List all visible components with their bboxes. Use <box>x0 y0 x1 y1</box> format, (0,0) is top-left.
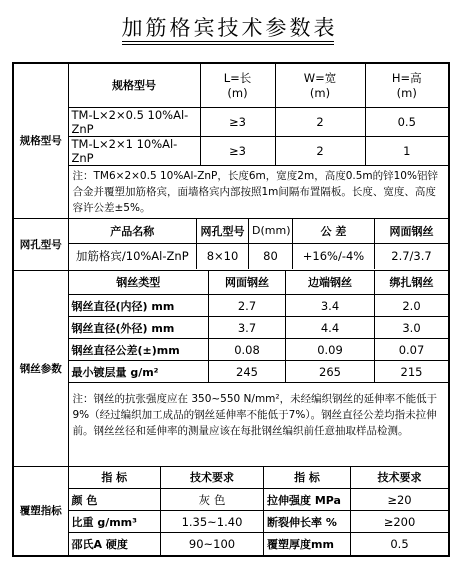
indicator-cell: 比重 g/mm³ <box>69 511 161 533</box>
wire-note: 注：钢丝的抗张强度应在 350~550 N/mm²，未经编织钢丝的延伸率不能低于9%（经过编织加工成品的钢丝延伸率不能低于7%）。钢丝直径公差均指未拉伸前。钢丝丝径和延伸率的测量应该在每批钢丝编织前任意抽取样品检测。 <box>69 383 449 447</box>
mesh-header: 网孔型号 <box>197 219 249 243</box>
wire-bind-cell: 0.07 <box>375 339 449 361</box>
l-header: L=长 (m) <box>200 63 275 107</box>
d-header: D(mm) <box>249 219 293 243</box>
product-cell: 加筋格宾/10%Al-ZnP <box>69 243 197 269</box>
mesh-table <box>69 219 449 269</box>
coating-table <box>69 467 449 555</box>
table-row <box>69 511 449 533</box>
w-cell: 2 <box>275 136 365 165</box>
indicator-cell: 覆塑厚度mm <box>264 533 351 555</box>
mesh-wire-header: 网面钢丝 <box>375 219 449 243</box>
table-row <box>69 317 449 339</box>
model-cell: TM-L×2×0.5 10%Al-ZnP <box>68 107 200 136</box>
table-row <box>69 339 449 361</box>
wire-section-label: 钢丝参数 <box>13 270 68 466</box>
wire-bind-cell: 2.0 <box>375 295 449 317</box>
h-cell: 0.5 <box>365 107 449 136</box>
spec-section-label: 规格型号 <box>13 63 68 218</box>
wire-label-cell: 最小镀层量 g/m² <box>69 361 209 383</box>
table-row <box>13 136 449 165</box>
coating-section-label: 覆塑指标 <box>13 466 68 556</box>
indicator-header-2: 指 标 <box>264 467 351 489</box>
wire-bind-cell: 215 <box>375 361 449 383</box>
title-underline <box>122 41 334 42</box>
table-row <box>69 533 449 555</box>
parameter-table <box>12 62 450 557</box>
wire-mesh-header: 网面钢丝 <box>209 271 286 295</box>
mesh-wire-cell: 2.7/3.7 <box>375 243 449 269</box>
wire-edge-cell: 265 <box>286 361 375 383</box>
spec-col-header: 规格型号 <box>68 63 200 107</box>
wire-bind-cell: 3.0 <box>375 317 449 339</box>
mesh-section-label: 网孔型号 <box>13 218 68 270</box>
requirement-cell: ≥20 <box>351 489 449 511</box>
w-header: W=宽 (m) <box>275 63 365 107</box>
wire-edge-cell: 0.09 <box>286 339 375 361</box>
requirement-header-2: 技术要求 <box>351 467 449 489</box>
indicator-cell: 邵氏A 硬度 <box>69 533 161 555</box>
l-cell: ≥3 <box>200 107 275 136</box>
wire-label-cell: 钢丝直径公差(±)mm <box>69 339 209 361</box>
wire-edge-cell: 3.4 <box>286 295 375 317</box>
wire-label-cell: 钢丝直径(内径) mm <box>69 295 209 317</box>
indicator-header-1: 指 标 <box>69 467 161 489</box>
wire-type-header: 钢丝类型 <box>69 271 209 295</box>
h-header: H=高 (m) <box>365 63 449 107</box>
spec-note: 注：TM6×2×0.5 10%Al-ZnP，长度6m，宽度2m，高度0.5m的锌10%铝锌合金并覆塑加筋格宾，面墙格宾内部按照1m间隔布置隔板。长度、宽度、高度容许公差±5%。 <box>68 165 449 218</box>
tolerance-cell: +16%/-4% <box>293 243 375 269</box>
wire-mesh-cell: 0.08 <box>209 339 286 361</box>
requirement-cell: 灰 色 <box>161 489 264 511</box>
table-row <box>69 361 449 383</box>
product-header: 产品名称 <box>69 219 197 243</box>
requirement-cell: 1.35~1.40 <box>161 511 264 533</box>
table-row <box>69 295 449 317</box>
requirement-cell: 90~100 <box>161 533 264 555</box>
l-cell: ≥3 <box>200 136 275 165</box>
requirement-header-1: 技术要求 <box>161 467 264 489</box>
wire-table <box>69 271 449 447</box>
page-title: 加筋格宾技术参数表 <box>121 16 338 40</box>
w-cell: 2 <box>275 107 365 136</box>
indicator-cell: 拉伸强度 MPa <box>264 489 351 511</box>
requirement-cell: 0.5 <box>351 533 449 555</box>
d-cell: 80 <box>249 243 293 269</box>
wire-mesh-cell: 2.7 <box>209 295 286 317</box>
wire-label-cell: 钢丝直径(外径) mm <box>69 317 209 339</box>
title-underline-2 <box>122 44 334 45</box>
table-row <box>69 489 449 511</box>
wire-edge-header: 边端钢丝 <box>286 271 375 295</box>
wire-mesh-cell: 3.7 <box>209 317 286 339</box>
requirement-cell: ≥200 <box>351 511 449 533</box>
wire-mesh-cell: 245 <box>209 361 286 383</box>
model-cell: TM-L×2×1 10%Al-ZnP <box>68 136 200 165</box>
h-cell: 1 <box>365 136 449 165</box>
indicator-cell: 颜 色 <box>69 489 161 511</box>
wire-bind-header: 绑扎钢丝 <box>375 271 449 295</box>
tolerance-header: 公 差 <box>293 219 375 243</box>
table-row <box>13 107 449 136</box>
wire-edge-cell: 4.4 <box>286 317 375 339</box>
indicator-cell: 断裂伸长率 % <box>264 511 351 533</box>
mesh-cell: 8×10 <box>197 243 249 269</box>
